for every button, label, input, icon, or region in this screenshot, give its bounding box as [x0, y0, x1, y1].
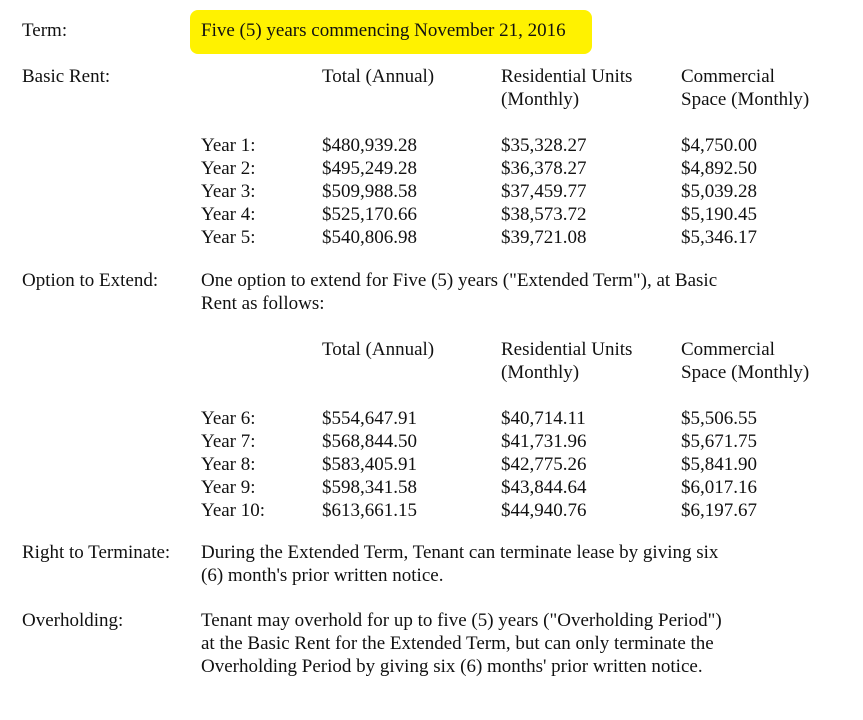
- header-line: Commercial: [681, 339, 775, 360]
- header-line: Residential Units: [501, 66, 633, 87]
- table-cell-commercial: $5,346.17: [681, 227, 757, 248]
- extended-years: [201, 407, 265, 522]
- table-cell-total: $480,939.28: [322, 135, 417, 156]
- table-cell-year: Year 1:: [201, 135, 256, 156]
- paragraph-line: at the Basic Rent for the Extended Term, but can only terminate the: [201, 633, 714, 654]
- paragraph-line: Rent as follows:: [201, 293, 325, 314]
- basic-rent-label: Basic Rent:: [22, 66, 111, 87]
- table-cell-year: Year 6:: [201, 408, 256, 429]
- table-cell-total: $540,806.98: [322, 227, 417, 248]
- header-line: (Monthly): [501, 89, 580, 110]
- option-to-extend-text: [201, 269, 841, 315]
- table-cell-commercial: $5,841.90: [681, 454, 757, 475]
- table-cell-year: Year 7:: [201, 431, 256, 452]
- header-line: Space (Monthly): [681, 362, 810, 383]
- extended-header-commercial: [681, 338, 809, 384]
- table-cell-residential: $36,378.27: [501, 158, 587, 179]
- extended-residential: [501, 407, 587, 522]
- table-cell-year: Year 8:: [201, 454, 256, 475]
- header-line: Residential Units: [501, 339, 633, 360]
- basic-rent-header-commercial: [681, 65, 809, 111]
- overholding-text: [201, 609, 841, 678]
- table-cell-residential: $38,573.72: [501, 204, 587, 225]
- basic-rent-header-residential: [501, 65, 632, 111]
- table-cell-total: $598,341.58: [322, 477, 417, 498]
- extended-totals: [322, 407, 417, 522]
- table-cell-commercial: $4,750.00: [681, 135, 757, 156]
- table-cell-total: $554,647.91: [322, 408, 417, 429]
- table-cell-residential: $41,731.96: [501, 431, 587, 452]
- paragraph-line: Overholding Period by giving six (6) months' prior written notice.: [201, 656, 703, 677]
- table-cell-total: $509,988.58: [322, 181, 417, 202]
- table-cell-total: $613,661.15: [322, 500, 417, 521]
- term-label: Term:: [22, 20, 68, 41]
- table-cell-residential: $43,844.64: [501, 477, 587, 498]
- basic-rent-commercial: [681, 134, 757, 249]
- table-cell-residential: $40,714.11: [501, 408, 586, 429]
- table-cell-year: Year 5:: [201, 227, 256, 248]
- option-to-extend-label: Option to Extend:: [22, 270, 159, 291]
- extended-header-total: Total (Annual): [322, 339, 435, 360]
- right-to-terminate-label: Right to Terminate:: [22, 542, 171, 563]
- basic-rent-years: [201, 134, 256, 249]
- table-cell-year: Year 3:: [201, 181, 256, 202]
- table-cell-total: $525,170.66: [322, 204, 417, 225]
- table-cell-year: Year 4:: [201, 204, 256, 225]
- right-to-terminate-text: [201, 541, 841, 587]
- basic-rent-header-total: Total (Annual): [322, 66, 435, 87]
- paragraph-line: During the Extended Term, Tenant can terminate lease by giving six: [201, 542, 719, 563]
- basic-rent-residential: [501, 134, 587, 249]
- table-cell-commercial: $6,197.67: [681, 500, 757, 521]
- extended-header-residential: [501, 338, 632, 384]
- table-cell-commercial: $5,190.45: [681, 204, 757, 225]
- paragraph-line: One option to extend for Five (5) years ("Extended Term"), at Basic: [201, 270, 718, 291]
- table-cell-residential: $37,459.77: [501, 181, 587, 202]
- table-cell-total: $495,249.28: [322, 158, 417, 179]
- table-cell-commercial: $6,017.16: [681, 477, 757, 498]
- table-cell-year: Year 2:: [201, 158, 256, 179]
- table-cell-total: $568,844.50: [322, 431, 417, 452]
- extended-commercial: [681, 407, 757, 522]
- table-cell-commercial: $4,892.50: [681, 158, 757, 179]
- header-line: (Monthly): [501, 362, 580, 383]
- header-line: Space (Monthly): [681, 89, 810, 110]
- table-cell-total: $583,405.91: [322, 454, 417, 475]
- term-value: Five (5) years commencing November 21, 2016: [201, 20, 566, 41]
- table-cell-residential: $42,775.26: [501, 454, 587, 475]
- header-line: Commercial: [681, 66, 775, 87]
- table-cell-commercial: $5,506.55: [681, 408, 757, 429]
- table-cell-residential: $35,328.27: [501, 135, 587, 156]
- paragraph-line: (6) month's prior written notice.: [201, 565, 444, 586]
- table-cell-residential: $44,940.76: [501, 500, 587, 521]
- table-cell-commercial: $5,039.28: [681, 181, 757, 202]
- table-cell-commercial: $5,671.75: [681, 431, 757, 452]
- basic-rent-totals: [322, 134, 417, 249]
- table-cell-year: Year 9:: [201, 477, 256, 498]
- table-cell-residential: $39,721.08: [501, 227, 587, 248]
- table-cell-year: Year 10:: [201, 500, 266, 521]
- overholding-label: Overholding:: [22, 610, 124, 631]
- paragraph-line: Tenant may overhold for up to five (5) years ("Overholding Period"): [201, 610, 722, 631]
